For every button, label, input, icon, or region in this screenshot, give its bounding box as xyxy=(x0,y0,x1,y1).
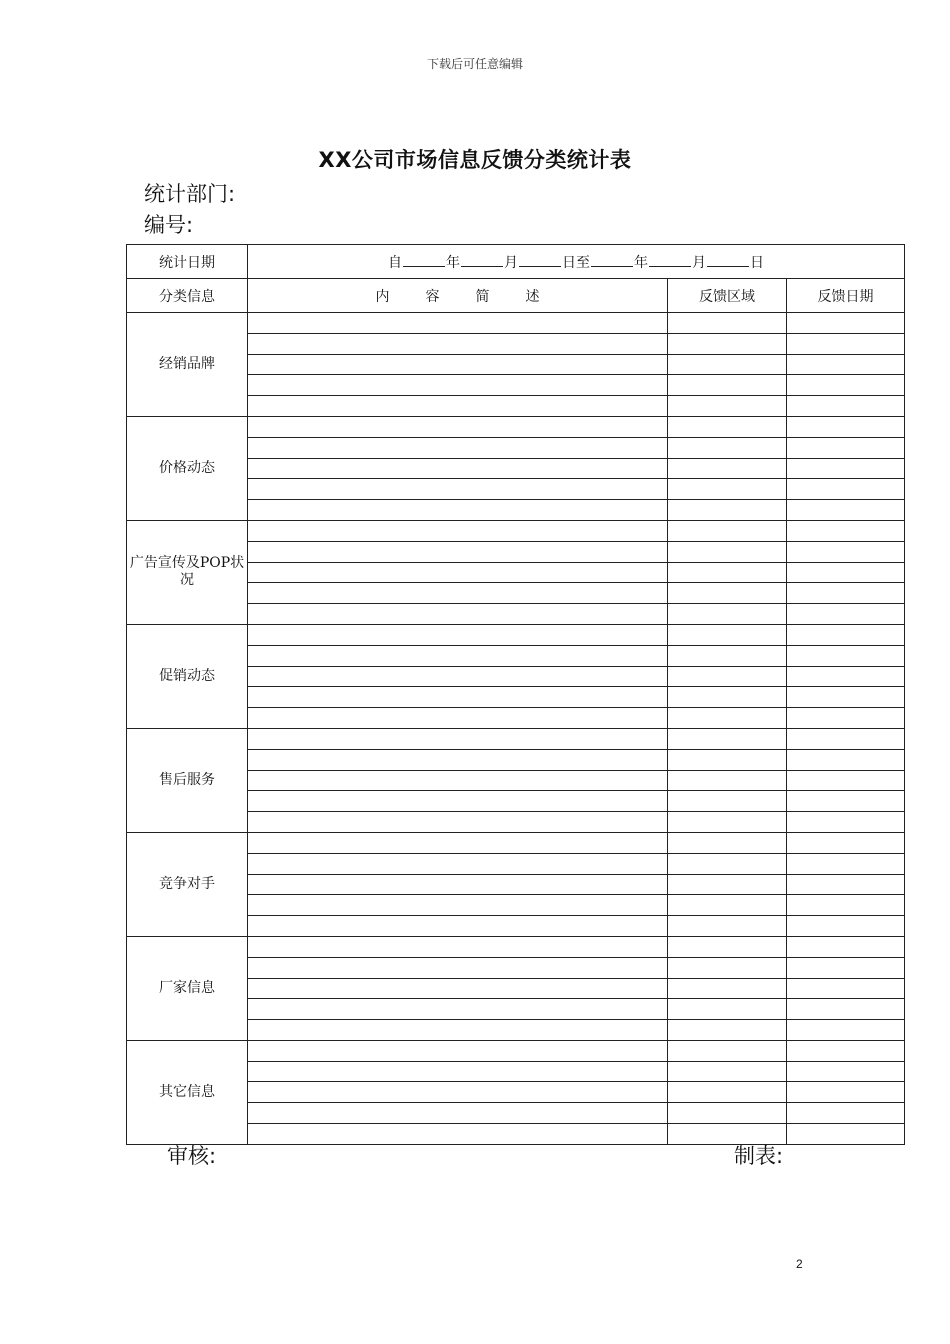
date-cell[interactable] xyxy=(787,666,905,687)
area-cell[interactable] xyxy=(668,354,787,375)
date-cell[interactable] xyxy=(787,354,905,375)
content-cell[interactable] xyxy=(248,957,668,978)
content-cell[interactable] xyxy=(248,832,668,853)
area-cell[interactable] xyxy=(668,1103,787,1124)
header-content-char: 容 xyxy=(425,288,440,305)
content-cell[interactable] xyxy=(248,396,668,417)
date-cell[interactable] xyxy=(787,1082,905,1103)
date-cell[interactable] xyxy=(787,583,905,604)
area-cell[interactable] xyxy=(668,520,787,541)
blank-line[interactable] xyxy=(707,252,749,267)
date-row xyxy=(127,245,905,279)
page-number: 2 xyxy=(796,1257,803,1271)
date-cell[interactable] xyxy=(787,1040,905,1061)
department-label: 统计部门: xyxy=(144,182,236,206)
header-content-char: 内 xyxy=(375,288,390,305)
content-cell[interactable] xyxy=(248,936,668,957)
table-row xyxy=(127,936,905,957)
area-cell[interactable] xyxy=(668,437,787,458)
category-label: 广告宣传及POP状况 xyxy=(127,520,248,624)
area-cell[interactable] xyxy=(668,999,787,1020)
content-cell[interactable] xyxy=(248,916,668,937)
content-cell[interactable] xyxy=(248,604,668,625)
content-cell[interactable] xyxy=(248,375,668,396)
area-cell[interactable] xyxy=(668,874,787,895)
date-cell[interactable] xyxy=(787,978,905,999)
blank-line[interactable] xyxy=(649,252,691,267)
area-cell[interactable] xyxy=(668,957,787,978)
date-cell[interactable] xyxy=(787,708,905,729)
date-cell[interactable] xyxy=(787,479,905,500)
table-row xyxy=(127,728,905,749)
content-cell[interactable] xyxy=(248,354,668,375)
date-cell[interactable] xyxy=(787,770,905,791)
header-category: 分类信息 xyxy=(127,279,248,313)
content-cell[interactable] xyxy=(248,458,668,479)
blank-line[interactable] xyxy=(403,252,445,267)
date-cell[interactable] xyxy=(787,624,905,645)
content-cell[interactable] xyxy=(248,541,668,562)
content-cell[interactable] xyxy=(248,520,668,541)
content-cell[interactable] xyxy=(248,687,668,708)
header-content-char: 述 xyxy=(525,288,540,305)
date-cell[interactable] xyxy=(787,812,905,833)
date-cell[interactable] xyxy=(787,396,905,417)
date-from-text: 自 xyxy=(388,254,403,271)
area-cell[interactable] xyxy=(668,396,787,417)
table-row xyxy=(127,832,905,853)
date-cell[interactable] xyxy=(787,916,905,937)
content-cell[interactable] xyxy=(248,479,668,500)
content-cell[interactable] xyxy=(248,853,668,874)
area-cell[interactable] xyxy=(668,832,787,853)
date-day-to-text: 日至 xyxy=(562,254,591,271)
number-label: 编号: xyxy=(144,213,194,237)
date-row-label: 统计日期 xyxy=(127,245,248,279)
date-cell[interactable] xyxy=(787,458,905,479)
date-day-text: 日 xyxy=(750,254,765,271)
area-cell[interactable] xyxy=(668,645,787,666)
header-content xyxy=(248,279,668,313)
area-cell[interactable] xyxy=(668,375,787,396)
blank-line[interactable] xyxy=(519,252,561,267)
content-cell[interactable] xyxy=(248,313,668,334)
content-cell[interactable] xyxy=(248,1040,668,1061)
content-cell[interactable] xyxy=(248,1061,668,1082)
category-label: 其它信息 xyxy=(127,1040,248,1144)
area-cell[interactable] xyxy=(668,728,787,749)
area-cell[interactable] xyxy=(668,458,787,479)
content-cell[interactable] xyxy=(248,708,668,729)
area-cell[interactable] xyxy=(668,541,787,562)
date-cell[interactable] xyxy=(787,1061,905,1082)
date-month-text: 月 xyxy=(692,254,707,271)
maker-label: 制表: xyxy=(734,1144,784,1168)
content-cell[interactable] xyxy=(248,770,668,791)
content-cell[interactable] xyxy=(248,437,668,458)
table-row xyxy=(127,624,905,645)
header-content-char: 简 xyxy=(475,288,490,305)
area-cell[interactable] xyxy=(668,1040,787,1061)
area-cell[interactable] xyxy=(668,562,787,583)
table-row xyxy=(127,1040,905,1061)
content-cell[interactable] xyxy=(248,874,668,895)
date-cell[interactable] xyxy=(787,333,905,354)
date-cell[interactable] xyxy=(787,375,905,396)
date-cell[interactable] xyxy=(787,437,905,458)
header-row xyxy=(127,279,905,313)
feedback-table xyxy=(126,244,905,1145)
area-cell[interactable] xyxy=(668,895,787,916)
date-cell[interactable] xyxy=(787,1020,905,1041)
content-cell[interactable] xyxy=(248,416,668,437)
date-cell[interactable] xyxy=(787,500,905,521)
category-label: 价格动态 xyxy=(127,416,248,520)
table-row xyxy=(127,520,905,541)
area-cell[interactable] xyxy=(668,500,787,521)
date-cell[interactable] xyxy=(787,604,905,625)
date-cell[interactable] xyxy=(787,895,905,916)
content-cell[interactable] xyxy=(248,1124,668,1145)
area-cell[interactable] xyxy=(668,624,787,645)
category-label: 促销动态 xyxy=(127,624,248,728)
content-cell[interactable] xyxy=(248,999,668,1020)
area-cell[interactable] xyxy=(668,853,787,874)
date-cell[interactable] xyxy=(787,1124,905,1145)
content-cell[interactable] xyxy=(248,500,668,521)
content-cell[interactable] xyxy=(248,895,668,916)
date-cell[interactable] xyxy=(787,791,905,812)
date-cell[interactable] xyxy=(787,936,905,957)
top-note: 下载后可任意编辑 xyxy=(426,57,523,71)
content-cell[interactable] xyxy=(248,978,668,999)
content-cell[interactable] xyxy=(248,562,668,583)
content-cell[interactable] xyxy=(248,1082,668,1103)
area-cell[interactable] xyxy=(668,687,787,708)
content-cell[interactable] xyxy=(248,583,668,604)
page-title: XX公司市场信息反馈分类统计表 xyxy=(318,148,632,172)
date-cell[interactable] xyxy=(787,520,905,541)
content-cell[interactable] xyxy=(248,624,668,645)
date-cell[interactable] xyxy=(787,728,905,749)
content-cell[interactable] xyxy=(248,666,668,687)
area-cell[interactable] xyxy=(668,812,787,833)
area-cell[interactable] xyxy=(668,1082,787,1103)
date-cell[interactable] xyxy=(787,832,905,853)
date-cell[interactable] xyxy=(787,645,905,666)
content-cell[interactable] xyxy=(248,812,668,833)
area-cell[interactable] xyxy=(668,1061,787,1082)
area-cell[interactable] xyxy=(668,416,787,437)
content-cell[interactable] xyxy=(248,1103,668,1124)
category-label: 竞争对手 xyxy=(127,832,248,936)
area-cell[interactable] xyxy=(668,978,787,999)
date-cell[interactable] xyxy=(787,541,905,562)
blank-line[interactable] xyxy=(591,252,633,267)
area-cell[interactable] xyxy=(668,791,787,812)
table-row xyxy=(127,416,905,437)
content-cell[interactable] xyxy=(248,749,668,770)
category-label: 售后服务 xyxy=(127,728,248,832)
review-label: 审核: xyxy=(167,1144,217,1168)
area-cell[interactable] xyxy=(668,770,787,791)
area-cell[interactable] xyxy=(668,313,787,334)
date-cell[interactable] xyxy=(787,416,905,437)
area-cell[interactable] xyxy=(668,749,787,770)
category-label: 厂家信息 xyxy=(127,936,248,1040)
area-cell[interactable] xyxy=(668,666,787,687)
date-cell[interactable] xyxy=(787,562,905,583)
header-date: 反馈日期 xyxy=(787,279,905,313)
date-cell[interactable] xyxy=(787,1103,905,1124)
area-cell[interactable] xyxy=(668,708,787,729)
table-row xyxy=(127,313,905,334)
date-year-text: 年 xyxy=(634,254,649,271)
date-range-field[interactable] xyxy=(248,245,905,279)
area-cell[interactable] xyxy=(668,916,787,937)
content-cell[interactable] xyxy=(248,791,668,812)
date-month-text: 月 xyxy=(504,254,519,271)
content-cell[interactable] xyxy=(248,1020,668,1041)
area-cell[interactable] xyxy=(668,604,787,625)
content-cell[interactable] xyxy=(248,728,668,749)
date-cell[interactable] xyxy=(787,874,905,895)
header-area: 反馈区域 xyxy=(668,279,787,313)
area-cell[interactable] xyxy=(668,583,787,604)
date-cell[interactable] xyxy=(787,853,905,874)
date-cell[interactable] xyxy=(787,749,905,770)
area-cell[interactable] xyxy=(668,936,787,957)
date-cell[interactable] xyxy=(787,313,905,334)
date-cell[interactable] xyxy=(787,687,905,708)
date-year-text: 年 xyxy=(446,254,461,271)
area-cell[interactable] xyxy=(668,333,787,354)
category-label: 经销品牌 xyxy=(127,313,248,417)
content-cell[interactable] xyxy=(248,645,668,666)
date-cell[interactable] xyxy=(787,999,905,1020)
area-cell[interactable] xyxy=(668,1020,787,1041)
area-cell[interactable] xyxy=(668,479,787,500)
blank-line[interactable] xyxy=(461,252,503,267)
content-cell[interactable] xyxy=(248,333,668,354)
date-cell[interactable] xyxy=(787,957,905,978)
